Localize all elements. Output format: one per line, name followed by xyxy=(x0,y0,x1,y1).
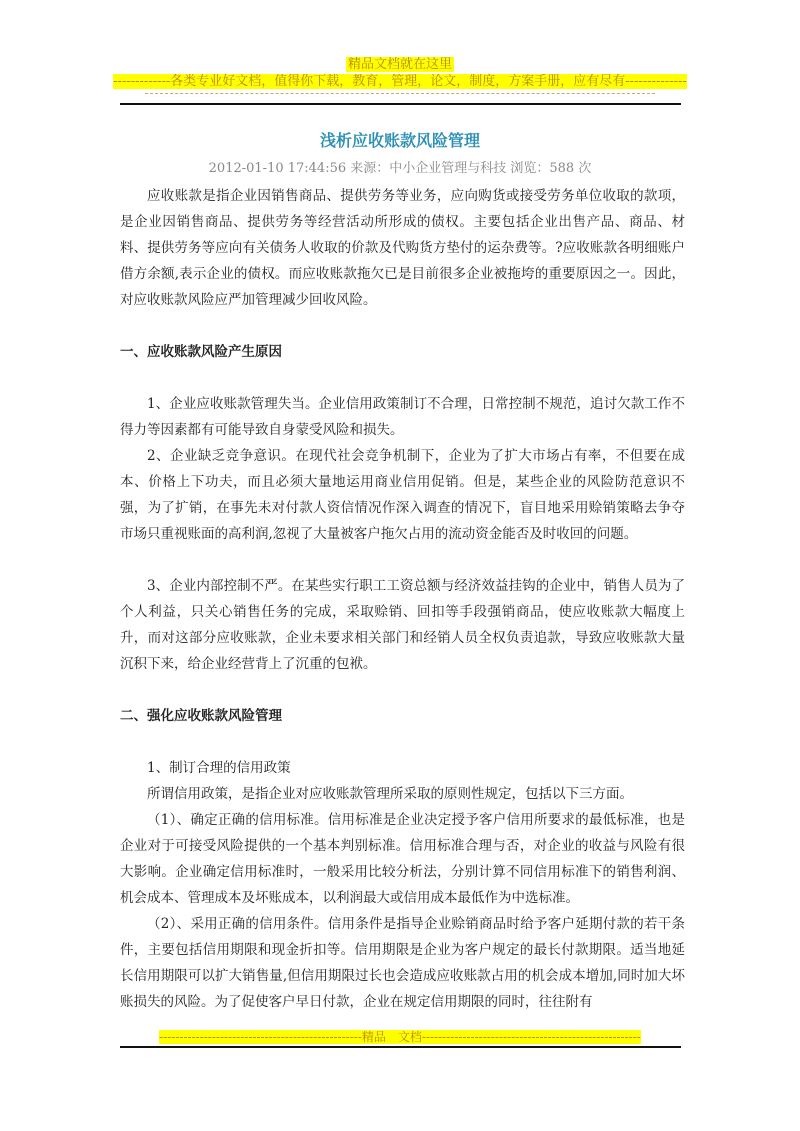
intro-paragraph: 应收账款是指企业因销售商品、提供劳务等业务，应向购货或接受劳务单位收取的款项，是企业因销售商品、提供劳务等经营活动所形成的债权。主要包括企业出售产品、商品、材料、提供劳务等应向有关债务人收取的价款及代购货方垫付的运杂费等。?应收账款各明细账户借方余额,表示企业的债权。而应收账款拖欠已是目前很多企业被拖垮的重要原因之一。因此，对应收账款风险应严加管理减少回收风险。 xyxy=(120,188,685,308)
article-title: 浅析应收账款风险管理 xyxy=(319,131,480,150)
footer-rule xyxy=(120,1046,681,1048)
section-1-heading: 一、应收账款风险产生原因 xyxy=(120,344,282,360)
watermark-footer: --------------------------------------------------精品 文档------------------------------------------------------ xyxy=(159,1030,641,1044)
section-2-paragraph-3: （2）、采用正确的信用条件。信用条件是指导企业赊销商品时给予客户延期付款的若干条件，主要包括信用期限和现金折扣等。信用期限是企业为客户规定的最长付款期限。适当地延长信用期限可以扩大销售量,但信用期限过长也会造成应收账款占用的机会成本增加,同时加大坏账损失的风险。为了促使客户早日付款，企业在规定信用期限的同时，往往附有 xyxy=(120,916,685,1010)
section-2-paragraph-2: （1）、确定正确的信用标准。信用标准是企业决定授予客户信用所要求的最低标准，也是企业对于可接受风险提供的一个基本判别标准。信用标准合理与否，对企业的收益与风险有很大影响。企业确定信用标准时，一般采用比较分析法，分别计算不同信用标准下的销售利润、机会成本、管理成本及坏账成本，以利润最大或信用成本最低作为中选标准。 xyxy=(120,812,685,906)
section-1-paragraph-1: 1、企业应收账款管理失当。企业信用政策制订不合理，日常控制不规范，追讨欠款工作不得力等因素都有可能导致自身蒙受风险和损失。 xyxy=(120,396,685,438)
section-1-paragraph-3: 3、企业内部控制不严。在某些实行职工工资总额与经济效益挂钩的企业中，销售人员为了个人利益，只关心销售任务的完成，采取赊销、回扣等手段强销商品，使应收账款大幅度上升，而对这部分应收账款，企业未要求相关部门和经销人员全权负责追款，导致应收账款大量沉积下来，给企业经营背上了沉重的包袱。 xyxy=(120,578,685,672)
section-2-subheading-1: 1、制订合理的信用政策 xyxy=(147,760,291,776)
header-rule xyxy=(120,103,681,105)
article-body xyxy=(120,183,685,1015)
header-dotted-divider xyxy=(145,93,655,94)
section-2-paragraph-1: 所谓信用政策，是指企业对应收账款管理所采取的原则性规定，包括以下三方面。 xyxy=(147,786,633,802)
watermark-header-title: 精品文档就在这里 xyxy=(347,57,452,72)
watermark-header-banner: -------------各类专业好文档，值得你下载，教育，管理，论文，制度，方案手册，应有尽有-------------- xyxy=(113,74,687,89)
section-2-heading: 二、强化应收账款风险管理 xyxy=(120,708,282,724)
section-1-paragraph-2: 2、企业缺乏竞争意识。在现代社会竞争机制下，企业为了扩大市场占有率，不但要在成本、价格上下功夫，而且必须大量地运用商业信用促销。但是，某些企业的风险防范意识不强，为了扩销，在事先未对付款人资信情况作深入调查的情况下，盲目地采用赊销策略去争夺市场只重视账面的高利润,忽视了大量被客户拖欠占用的流动资金能否及时收回的问题。 xyxy=(120,448,685,542)
article-meta: 2012-01-10 17:44:56 来源：中小企业管理与科技 浏览：588 次 xyxy=(208,161,592,176)
